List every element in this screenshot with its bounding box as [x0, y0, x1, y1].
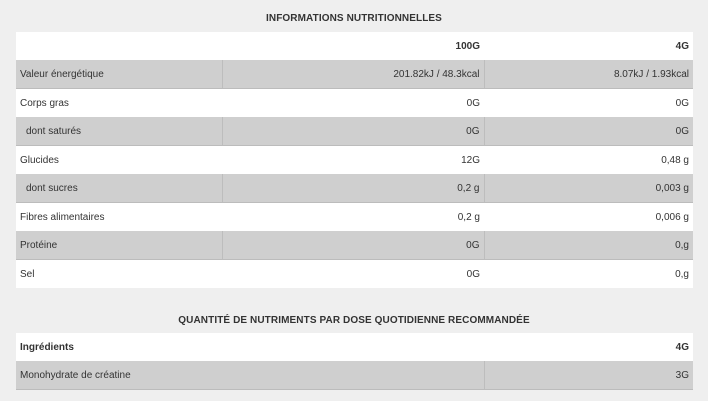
- row-value-100g: 0G: [222, 231, 484, 260]
- row-label: Corps gras: [16, 89, 222, 118]
- row-label: Valeur énergétique: [16, 60, 222, 89]
- row-value-100g: 12G: [222, 146, 484, 175]
- row-value-dose: 0,g: [484, 231, 693, 260]
- row-value-100g: 0G: [222, 89, 484, 118]
- table-row: [16, 146, 693, 175]
- table-row: [16, 260, 693, 289]
- row-value-dose: 0,003 g: [484, 174, 693, 203]
- nutrition-header-row: [16, 32, 693, 60]
- row-value-100g: 201.82kJ / 48.3kcal: [222, 60, 484, 89]
- row-label: Glucides: [16, 146, 222, 175]
- ingredient-amount: 3G: [484, 361, 693, 390]
- row-value-100g: 0G: [222, 260, 484, 289]
- daily-header-row: [16, 333, 693, 361]
- row-label: Fibres alimentaires: [16, 203, 222, 232]
- daily-table: [16, 333, 693, 390]
- header-100g: 100G: [222, 32, 484, 60]
- row-value-dose: 8.07kJ / 1.93kcal: [484, 60, 693, 89]
- row-label: Sel: [16, 260, 222, 289]
- header-ingredients: Ingrédients: [16, 333, 484, 361]
- row-label: dont sucres: [16, 174, 222, 203]
- header-dose: 4G: [484, 333, 693, 361]
- nutrition-table: [16, 32, 693, 288]
- nutrition-title: INFORMATIONS NUTRITIONNELLES: [266, 13, 442, 24]
- row-value-dose: 0,48 g: [484, 146, 693, 175]
- row-label: Protéine: [16, 231, 222, 260]
- row-value-100g: 0G: [222, 117, 484, 146]
- table-row: [16, 117, 693, 146]
- table-row: [16, 89, 693, 118]
- row-label: dont saturés: [16, 117, 222, 146]
- daily-title: QUANTITÉ DE NUTRIMENTS PAR DOSE QUOTIDIENNE RECOMMANDÉE: [178, 315, 530, 326]
- table-row: [16, 60, 693, 89]
- header-4g: 4G: [484, 32, 693, 60]
- table-row: [16, 203, 693, 232]
- table-row: [16, 231, 693, 260]
- row-value-dose: 0G: [484, 89, 693, 118]
- row-value-100g: 0,2 g: [222, 174, 484, 203]
- row-value-dose: 0,g: [484, 260, 693, 289]
- ingredient-label: Monohydrate de créatine: [16, 361, 484, 390]
- row-value-dose: 0G: [484, 117, 693, 146]
- table-row: [16, 174, 693, 203]
- row-value-dose: 0,006 g: [484, 203, 693, 232]
- row-value-100g: 0,2 g: [222, 203, 484, 232]
- header-label-cell: [16, 32, 222, 60]
- table-row: [16, 361, 693, 390]
